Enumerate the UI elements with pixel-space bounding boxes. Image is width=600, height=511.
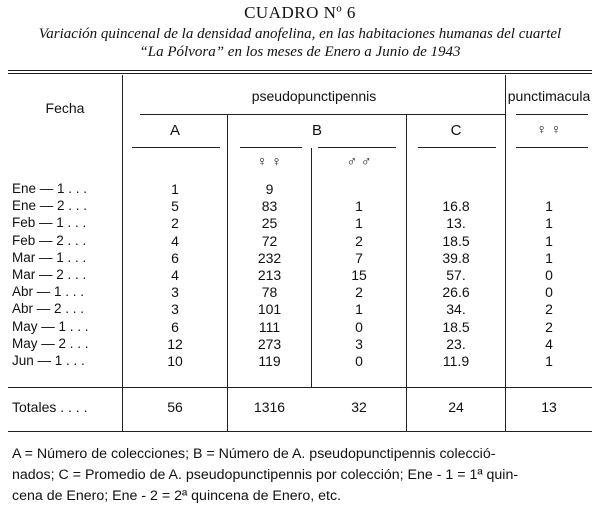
header-col-a: A (169, 122, 180, 139)
cell-c: 13. (446, 215, 466, 232)
cell-fecha: May — 2 . . . (12, 335, 89, 351)
cell-p: 1 (545, 198, 553, 215)
species-subheader-rule (140, 114, 505, 115)
cell-fecha: Feb — 2 . . . (12, 232, 87, 248)
cell-b-male: 0 (355, 353, 363, 369)
cell-fecha: Abr — 2 . . . (12, 301, 85, 317)
cell-b-female: 273 (257, 335, 282, 352)
table-subtitle-line1: Variación quincenal de la densidad anofelina, en las habitaciones humanas del cuartel (38, 26, 562, 42)
header-b-male: ♂ ♂ (346, 153, 372, 169)
cell-a: 4 (171, 267, 179, 283)
cell-b-male: 2 (355, 232, 363, 249)
cell-c: 16.8 (442, 198, 470, 215)
cell-p: 0 (545, 267, 553, 283)
cell-a: 6 (171, 318, 179, 335)
totals-a: 56 (167, 399, 183, 415)
cell-p: 4 (545, 335, 553, 352)
cell-a: 12 (167, 335, 183, 352)
cell-b-male: 3 (355, 335, 363, 352)
footnote-line3: cena de Enero; Ene - 2 = 2ª quincena de Enero, etc. (12, 488, 342, 504)
cell-p: 0 (545, 284, 553, 301)
cell-c: 18.5 (442, 318, 470, 335)
cell-a: 1 (171, 181, 179, 197)
cell-a: 2 (171, 215, 179, 232)
cell-c: 23. (446, 335, 466, 352)
cell-c: 26.6 (442, 284, 470, 301)
species2-subheader-rule (516, 114, 588, 115)
cell-b-female: 9 (265, 181, 274, 197)
top-rule-double (8, 73, 592, 74)
totals-p: 13 (541, 399, 557, 415)
header-species1: pseudopunctipennis (251, 88, 377, 104)
cell-p: 1 (545, 232, 553, 249)
cell-b-female: 119 (258, 353, 281, 369)
cell-fecha: Ene — 2 . . . (12, 198, 88, 214)
cell-b-male: 0 (355, 318, 363, 335)
cell-p: 2 (545, 318, 553, 335)
cell-b-female: 213 (257, 267, 282, 283)
cell-c: 34. (446, 301, 466, 318)
cell-b-male: 7 (355, 249, 363, 266)
col-c-rule (418, 147, 496, 148)
totals-b-male: 32 (351, 399, 367, 415)
header-species2: punctimacula (507, 88, 591, 104)
totals-b-female: 1316 (253, 399, 286, 415)
cell-a: 3 (171, 284, 179, 301)
cell-b-female: 232 (257, 249, 282, 266)
col-p-rule (516, 147, 588, 148)
cell-b-female: 25 (261, 215, 278, 232)
cell-b-female: 83 (261, 198, 278, 215)
cell-b-female: 111 (258, 318, 281, 335)
cell-b-female: 72 (261, 232, 278, 249)
cell-c: 11.9 (442, 353, 470, 369)
cell-c: 39.8 (442, 249, 470, 266)
footnote-line1: A = Número de colecciones; B = Número de A. pseudopunctipennis colecció- (12, 446, 496, 462)
header-col-p-female: ♀ ♀ (536, 121, 562, 137)
top-rule (8, 70, 592, 71)
col-a-rule (132, 147, 220, 148)
cell-a: 10 (167, 353, 183, 369)
footnote-line2: nados; C = Promedio de A. pseudopunctipennis por colección; Ene - 1 = 1ª quin- (12, 467, 519, 483)
table-subtitle-line2: “La Pólvora” en los meses de Enero a Junio de 1943 (139, 44, 461, 60)
totals-label: Totales . . . . (12, 399, 88, 415)
cell-p: 1 (545, 249, 553, 266)
cell-c: 57. (446, 267, 466, 283)
cell-a: 3 (171, 301, 179, 318)
cell-fecha: Feb — 1 . . . (12, 215, 87, 231)
cell-fecha: Ene — 1 . . . (12, 181, 88, 196)
bottom-rule (8, 431, 592, 432)
cell-b-male: 2 (355, 284, 363, 301)
cell-p: 2 (545, 301, 553, 318)
cell-b-male: 1 (355, 215, 363, 232)
cell-fecha: Jun — 1 . . . (12, 353, 85, 368)
header-fecha: Fecha (45, 100, 85, 116)
cell-b-male: 15 (351, 267, 367, 283)
cell-a: 5 (171, 198, 179, 215)
col-b-female-rule (240, 147, 302, 148)
col-b-male-rule (318, 147, 396, 148)
cell-p: 1 (545, 353, 553, 369)
table-title: CUADRO Nº 6 (244, 3, 356, 22)
cell-b-female: 101 (257, 301, 282, 318)
cell-fecha: Mar — 2 . . . (12, 267, 87, 282)
cell-fecha: Mar — 1 . . . (12, 249, 87, 265)
cell-c: 18.5 (442, 232, 470, 249)
header-b-female: ♀ ♀ (257, 153, 282, 169)
header-col-b: B (311, 122, 322, 139)
totals-c: 24 (448, 399, 464, 415)
cell-p: 1 (545, 215, 553, 232)
cell-fecha: May — 1 . . . (12, 318, 89, 334)
cell-fecha: Abr — 1 . . . (12, 284, 85, 300)
cell-a: 4 (171, 232, 179, 249)
cell-b-female: 78 (261, 284, 278, 301)
cell-a: 6 (171, 249, 179, 266)
cell-b-male: 1 (355, 198, 363, 215)
header-col-c: C (450, 122, 462, 139)
cell-b-male: 1 (355, 301, 363, 318)
